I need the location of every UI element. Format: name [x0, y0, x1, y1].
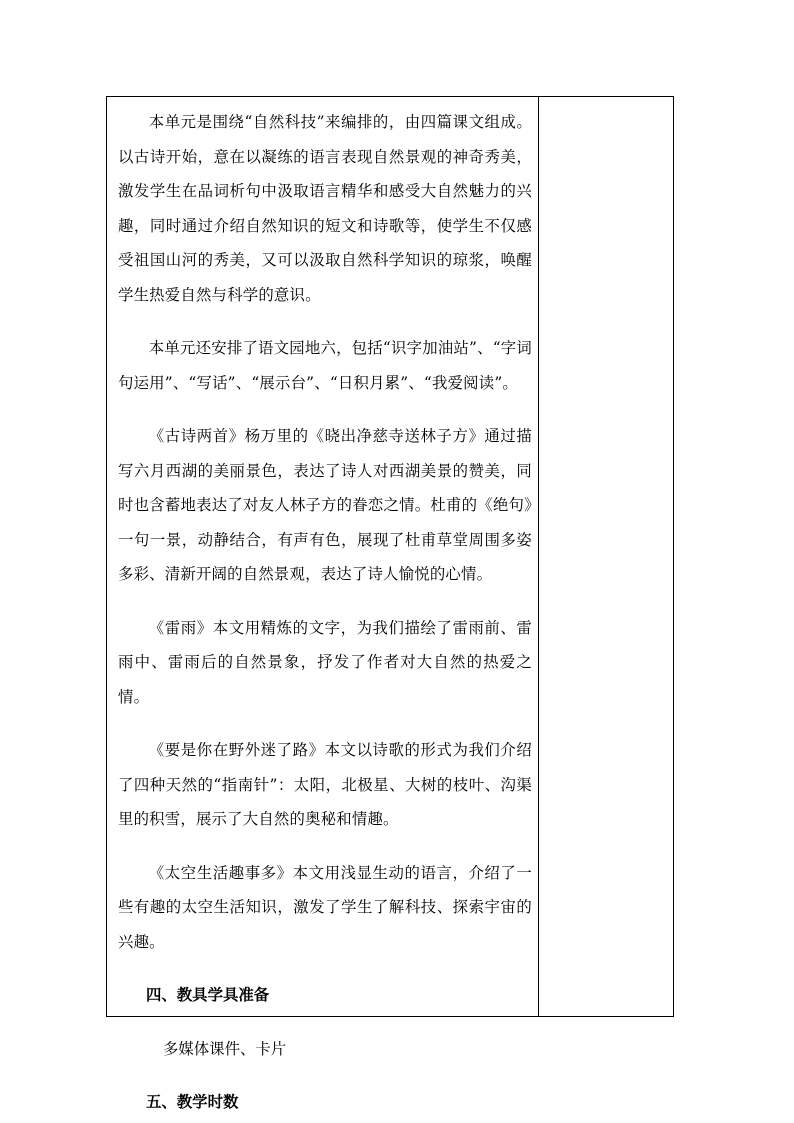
section-four-content: 多媒体课件、卡片: [163, 1039, 287, 1058]
paragraph-language-garden: 本单元还安排了语文园地六，包括“识字加油站”、“字词句运用”、“写话”、“展示台”、“日积月累”、“我爱阅读”。: [118, 339, 532, 392]
paragraph-lost-in-wild: 《要是你在野外迷了路》本文以诗歌的形式为我们介绍了四种天然的“指南针”：太阳，北极星、大树的枝叶、沟渠里的积雪，展示了大自然的奥秘和情趣。: [118, 741, 532, 828]
lesson-plan-table: [106, 96, 674, 1111]
paragraph-space-life: 《太空生活趣事多》本文用浅显生动的语言，介绍了一些有趣的太空生活知识，激发了学生了解科技、探索宇宙的兴趣。: [118, 863, 532, 951]
content-cell: [107, 97, 538, 1111]
paragraph-ancient-poems: 《古诗两首》杨万里的《晓出净慈寺送林子方》通过描写六月西湖的美丽景色，表达了诗人对西湖美景的赞美，同时也含蓄地表达了对友人林子方的眷恋之情。杜甫的《绝句》一句一景，动静结合，有声有色，展现了杜甫草堂周围多姿多彩、清新开阔的自然景观，表达了诗人愉悦的心情。: [118, 427, 532, 583]
paragraph-thunderstorm: 《雷雨》本文用精炼的文字，为我们描绘了雷雨前、雷雨中、雷雨后的自然景象，抒发了作者对大自然的热爱之情。: [118, 618, 532, 706]
paragraph-unit-intro: 本单元是围绕“自然科技”来编排的，由四篇课文组成。以古诗开始，意在以凝练的语言表现自然景观的神奇秀美，激发学生在品词析句中汲取语言精华和感受大自然魅力的兴趣，同时通过介绍自然知识的短文和诗歌等，使学生不仅感受祖国山河的秀美，又可以汲取自然科学知识的琼浆，唤醒学生热爱自然与科学的意识。: [118, 113, 532, 304]
section-four-heading: 四、教具学具准备: [146, 986, 270, 1004]
notes-cell: [539, 97, 673, 1016]
section-five-heading: 五、教学时数: [146, 1093, 239, 1111]
